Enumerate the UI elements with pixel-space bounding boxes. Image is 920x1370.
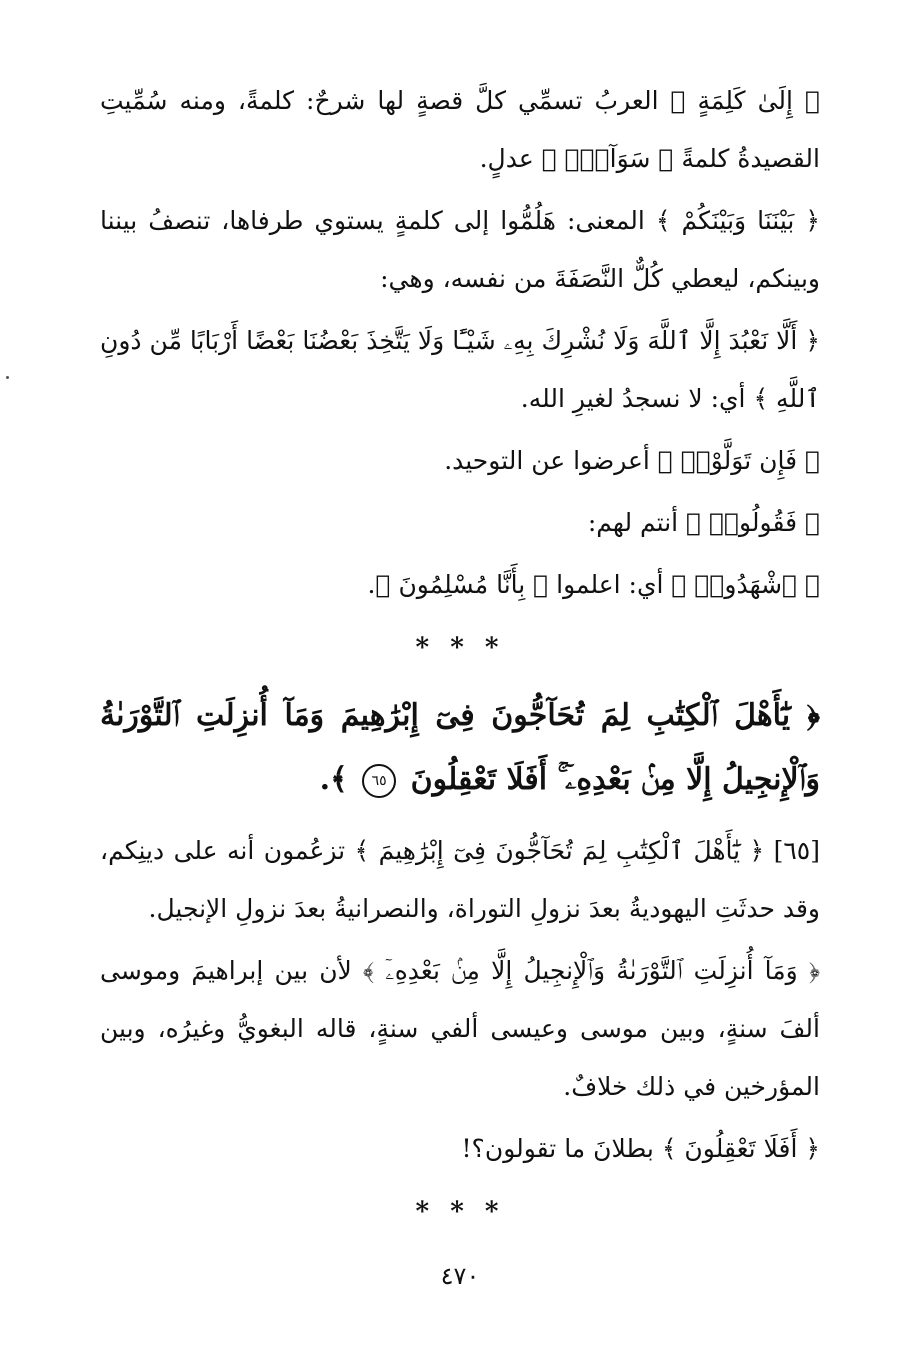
- paragraph-fain-tawallaw: ﴿ فَإِن تَوَلَّوْا۟ ﴾ أعرضوا عن التوحيد.: [444, 446, 820, 475]
- section-separator: * * *: [415, 633, 505, 663]
- commentary-ayah-65: [٦٥] ﴿ يَٰٓأَهْلَ ٱلْكِتَٰبِ لِمَ تُحَآجُّونَ فِىٓ إِبْرَٰهِيمَ ﴾ تزعُمون أنه على دينِكم، وقد حدثَتِ اليهوديةُ بعدَ نزولِ التوراة، والنصرانيةُ بعدَ نزولِ الإنجيل.: [100, 836, 820, 923]
- paragraph-alla-naabud: ﴿ أَلَّا نَعْبُدَ إِلَّا ٱللَّهَ وَلَا نُشْرِكَ بِهِۦ شَيْـًٔا وَلَا يَتَّخِذَ بَعْضُنَا بَعْضًا أَرْبَابًا مِّن دُونِ ٱللَّهِ ﴾ أي: لا نسجدُ لغيرِ الله.: [100, 326, 820, 413]
- commentary-tawrat-injil: ﴿ وَمَآ أُنزِلَتِ ٱلتَّوْرَىٰةُ وَٱلْإِنجِيلُ إِلَّا مِنۢ بَعْدِهِۦٓ ﴾ لأن بين إبراهيمَ وموسى ألفَ سنةٍ، وبين موسى وعيسى ألفي سنةٍ، قاله البغويُّ وغيرُه، وبين المؤرخين في ذلك خلافٌ.: [100, 956, 820, 1101]
- paragraph-faqulu: ﴿ فَقُولُوا۟ ﴾ أنتم لهم:: [587, 508, 820, 537]
- quran-verse: [100, 684, 820, 812]
- scan-speck: [6, 376, 9, 379]
- section-separator: * * *: [415, 1197, 505, 1227]
- commentary-afala-taqilun: ﴿ أَفَلَا تَعْقِلُونَ ﴾ بطلانَ ما تقولون؟!: [461, 1134, 820, 1163]
- paragraph-baynana: ﴿ بَيْنَنَا وَبَيْنَكُمْ ﴾ المعنى: هَلُمُّوا إلى كلمةٍ يستوي طرفاها، تنصفُ بيننا وبينكم، ليعطي كُلٌّ النَّصَفَةَ من نفسه، وهي:: [100, 206, 820, 293]
- paragraph-kalima: ﴿ إِلَىٰ كَلِمَةٍ ﴾ العربُ تسمِّي كلَّ قصةٍ لها شرحٌ: كلمةً، ومنه سُمِّيتِ القصيدةُ كلمةً ﴿ سَوَآءِۭ ﴾ عدلٍ.: [100, 86, 820, 173]
- verse-closing: ﴾.: [319, 762, 348, 797]
- verse-text: ﴿ يَٰٓأَهْلَ ٱلْكِتَٰبِ لِمَ تُحَآجُّونَ فِىٓ إِبْرَٰهِيمَ وَمَآ أُنزِلَتِ ٱلتَّوْرَىٰةُ وَٱلْإِنجِيلُ إِلَّا مِنۢ بَعْدِهِۦٓ ۚ أَفَلَا تَعْقِلُونَ: [100, 698, 820, 797]
- page-body: [100, 72, 820, 1244]
- paragraph-ishhadu: ﴿ ٱشْهَدُوا۟ ﴾ أي: اعلموا ﴿ بِأَنَّا مُسْلِمُونَ ﴾.: [367, 570, 820, 599]
- ayah-number-marker: ٦٥: [362, 764, 396, 798]
- page-number: ٤٧٠: [440, 1262, 480, 1290]
